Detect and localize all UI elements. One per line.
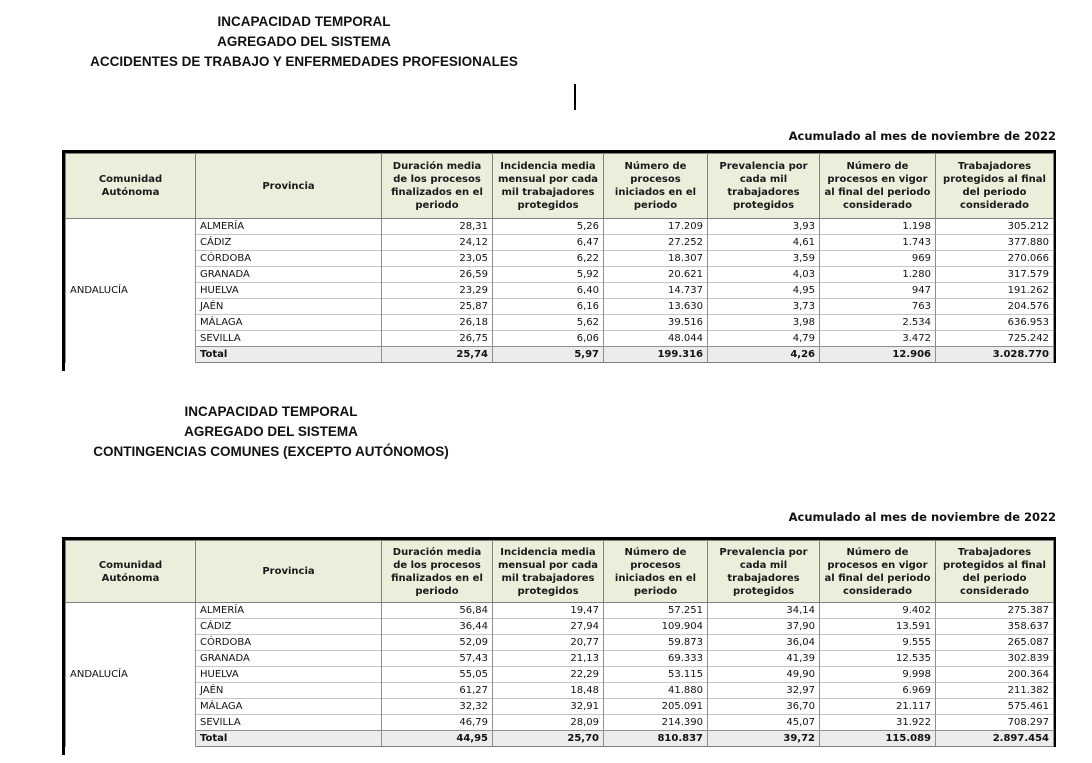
title-line-1: INCAPACIDAD TEMPORAL	[184, 404, 358, 419]
province-cell: MÁLAGA	[196, 699, 382, 715]
value-cell: 3,73	[708, 299, 820, 315]
value-cell: 59.873	[604, 635, 708, 651]
value-cell: 23,29	[382, 283, 493, 299]
table-row	[66, 315, 1054, 331]
value-cell: 275.387	[936, 603, 1054, 619]
province-cell: HUELVA	[196, 283, 382, 299]
table-accidentes-trabajo	[62, 150, 1056, 363]
value-cell: 3,59	[708, 251, 820, 267]
title-line-2: AGREGADO DEL SISTEMA	[184, 424, 358, 439]
value-cell: 19,47	[493, 603, 604, 619]
section-title-contingencias	[30, 402, 512, 462]
value-cell: 2.534	[820, 315, 936, 331]
value-cell: 61,27	[382, 683, 493, 699]
value-cell: 4,61	[708, 235, 820, 251]
table-row	[66, 331, 1054, 347]
value-cell: 32,32	[382, 699, 493, 715]
value-cell: 5,26	[493, 219, 604, 235]
total-label-cell: Total	[196, 731, 382, 747]
table-row	[66, 635, 1054, 651]
value-cell: 377.880	[936, 235, 1054, 251]
value-cell: 31.922	[820, 715, 936, 731]
total-value-cell: 3.028.770	[936, 347, 1054, 363]
value-cell: 204.576	[936, 299, 1054, 315]
value-cell: 969	[820, 251, 936, 267]
column-header-4: Número de procesos iniciados en el periodo	[604, 541, 708, 603]
total-value-cell: 39,72	[708, 731, 820, 747]
column-header-6: Número de procesos en vigor al final del periodo considerado	[820, 541, 936, 603]
value-cell: 211.382	[936, 683, 1054, 699]
value-cell: 18,48	[493, 683, 604, 699]
value-cell: 57,43	[382, 651, 493, 667]
column-header-7: Trabajadores protegidos al final del periodo considerado	[936, 541, 1054, 603]
accumulated-label: Acumulado al mes de noviembre de 2022	[788, 510, 1056, 524]
province-cell: JAÉN	[196, 683, 382, 699]
province-cell: ALMERÍA	[196, 603, 382, 619]
value-cell: 6,47	[493, 235, 604, 251]
value-cell: 28,09	[493, 715, 604, 731]
value-cell: 25,87	[382, 299, 493, 315]
value-cell: 53.115	[604, 667, 708, 683]
value-cell: 32,91	[493, 699, 604, 715]
total-value-cell: 25,74	[382, 347, 493, 363]
province-cell: SEVILLA	[196, 331, 382, 347]
value-cell: 1.280	[820, 267, 936, 283]
title-line-3: CONTINGENCIAS COMUNES (EXCEPTO AUTÓNOMOS)	[93, 444, 449, 459]
value-cell: 26,75	[382, 331, 493, 347]
province-cell: CÓRDOBA	[196, 635, 382, 651]
header-row	[66, 541, 1054, 603]
province-cell: CÁDIZ	[196, 235, 382, 251]
province-cell: SEVILLA	[196, 715, 382, 731]
value-cell: 6,22	[493, 251, 604, 267]
region-cell: ANDALUCÍA	[66, 603, 196, 747]
value-cell: 9.555	[820, 635, 936, 651]
value-cell: 5,92	[493, 267, 604, 283]
total-row	[66, 347, 1054, 363]
value-cell: 12.535	[820, 651, 936, 667]
value-cell: 36,70	[708, 699, 820, 715]
table-row	[66, 667, 1054, 683]
value-cell: 57.251	[604, 603, 708, 619]
total-value-cell: 44,95	[382, 731, 493, 747]
value-cell: 4,03	[708, 267, 820, 283]
province-cell: HUELVA	[196, 667, 382, 683]
value-cell: 26,18	[382, 315, 493, 331]
value-cell: 205.091	[604, 699, 708, 715]
value-cell: 20.621	[604, 267, 708, 283]
table-row	[66, 299, 1054, 315]
value-cell: 32,97	[708, 683, 820, 699]
value-cell: 23,05	[382, 251, 493, 267]
value-cell: 575.461	[936, 699, 1054, 715]
value-cell: 14.737	[604, 283, 708, 299]
value-cell: 4,79	[708, 331, 820, 347]
text-cursor-artifact	[574, 84, 576, 110]
value-cell: 270.066	[936, 251, 1054, 267]
value-cell: 52,09	[382, 635, 493, 651]
value-cell: 6,06	[493, 331, 604, 347]
province-cell: GRANADA	[196, 267, 382, 283]
value-cell: 947	[820, 283, 936, 299]
table-row	[66, 683, 1054, 699]
value-cell: 6,16	[493, 299, 604, 315]
total-value-cell: 2.897.454	[936, 731, 1054, 747]
column-header-3: Incidencia media mensual por cada mil trabajadores protegidos	[493, 541, 604, 603]
value-cell: 24,12	[382, 235, 493, 251]
table-row	[66, 651, 1054, 667]
value-cell: 48.044	[604, 331, 708, 347]
value-cell: 708.297	[936, 715, 1054, 731]
value-cell: 636.953	[936, 315, 1054, 331]
province-cell: ALMERÍA	[196, 219, 382, 235]
value-cell: 20,77	[493, 635, 604, 651]
table-row	[66, 251, 1054, 267]
column-header-2: Duración media de los procesos finalizados en el periodo	[382, 154, 493, 219]
table-row	[66, 715, 1054, 731]
total-value-cell: 115.089	[820, 731, 936, 747]
total-value-cell: 810.837	[604, 731, 708, 747]
value-cell: 36,04	[708, 635, 820, 651]
value-cell: 46,79	[382, 715, 493, 731]
table-row	[66, 699, 1054, 715]
column-header-4: Número de procesos iniciados en el periodo	[604, 154, 708, 219]
value-cell: 6,40	[493, 283, 604, 299]
value-cell: 55,05	[382, 667, 493, 683]
total-value-cell: 199.316	[604, 347, 708, 363]
total-label-cell: Total	[196, 347, 382, 363]
table-border-tail	[62, 747, 65, 755]
value-cell: 9.998	[820, 667, 936, 683]
value-cell: 3,93	[708, 219, 820, 235]
column-header-3: Incidencia media mensual por cada mil trabajadores protegidos	[493, 154, 604, 219]
total-value-cell: 12.906	[820, 347, 936, 363]
column-header-5: Prevalencia por cada mil trabajadores protegidos	[708, 154, 820, 219]
value-cell: 763	[820, 299, 936, 315]
value-cell: 27.252	[604, 235, 708, 251]
value-cell: 45,07	[708, 715, 820, 731]
value-cell: 1.198	[820, 219, 936, 235]
value-cell: 28,31	[382, 219, 493, 235]
data-table	[65, 540, 1054, 747]
value-cell: 725.242	[936, 331, 1054, 347]
region-cell: ANDALUCÍA	[66, 219, 196, 363]
value-cell: 36,44	[382, 619, 493, 635]
value-cell: 4,95	[708, 283, 820, 299]
value-cell: 27,94	[493, 619, 604, 635]
value-cell: 17.209	[604, 219, 708, 235]
column-header-0: Comunidad Autónoma	[66, 541, 196, 603]
value-cell: 26,59	[382, 267, 493, 283]
table-row	[66, 219, 1054, 235]
value-cell: 265.087	[936, 635, 1054, 651]
table-border-tail	[62, 363, 65, 371]
value-cell: 49,90	[708, 667, 820, 683]
total-value-cell: 5,97	[493, 347, 604, 363]
title-line-2: AGREGADO DEL SISTEMA	[217, 34, 391, 49]
province-cell: GRANADA	[196, 651, 382, 667]
column-header-1: Provincia	[196, 154, 382, 219]
value-cell: 3.472	[820, 331, 936, 347]
table-contingencias-comunes	[62, 537, 1056, 747]
table-row	[66, 619, 1054, 635]
value-cell: 39.516	[604, 315, 708, 331]
value-cell: 69.333	[604, 651, 708, 667]
value-cell: 34,14	[708, 603, 820, 619]
value-cell: 214.390	[604, 715, 708, 731]
value-cell: 305.212	[936, 219, 1054, 235]
table-row	[66, 603, 1054, 619]
value-cell: 21.117	[820, 699, 936, 715]
province-cell: MÁLAGA	[196, 315, 382, 331]
value-cell: 21,13	[493, 651, 604, 667]
value-cell: 191.262	[936, 283, 1054, 299]
table-row	[66, 267, 1054, 283]
value-cell: 18.307	[604, 251, 708, 267]
value-cell: 13.630	[604, 299, 708, 315]
value-cell: 41.880	[604, 683, 708, 699]
header-row	[66, 154, 1054, 219]
value-cell: 9.402	[820, 603, 936, 619]
title-line-3: ACCIDENTES DE TRABAJO Y ENFERMEDADES PROFESIONALES	[90, 54, 518, 69]
section-title-accidentes	[58, 12, 550, 72]
value-cell: 37,90	[708, 619, 820, 635]
column-header-1: Provincia	[196, 541, 382, 603]
table-row	[66, 235, 1054, 251]
value-cell: 22,29	[493, 667, 604, 683]
value-cell: 317.579	[936, 267, 1054, 283]
value-cell: 1.743	[820, 235, 936, 251]
value-cell: 56,84	[382, 603, 493, 619]
value-cell: 302.839	[936, 651, 1054, 667]
province-cell: CÓRDOBA	[196, 251, 382, 267]
column-header-0: Comunidad Autónoma	[66, 154, 196, 219]
province-cell: CÁDIZ	[196, 619, 382, 635]
column-header-6: Número de procesos en vigor al final del periodo considerado	[820, 154, 936, 219]
value-cell: 13.591	[820, 619, 936, 635]
value-cell: 5,62	[493, 315, 604, 331]
value-cell: 6.969	[820, 683, 936, 699]
column-header-2: Duración media de los procesos finalizados en el periodo	[382, 541, 493, 603]
column-header-5: Prevalencia por cada mil trabajadores protegidos	[708, 541, 820, 603]
value-cell: 109.904	[604, 619, 708, 635]
value-cell: 200.364	[936, 667, 1054, 683]
data-table	[65, 153, 1054, 363]
accumulated-label: Acumulado al mes de noviembre de 2022	[788, 129, 1056, 143]
title-line-1: INCAPACIDAD TEMPORAL	[217, 14, 391, 29]
value-cell: 41,39	[708, 651, 820, 667]
column-header-7: Trabajadores protegidos al final del periodo considerado	[936, 154, 1054, 219]
total-value-cell: 4,26	[708, 347, 820, 363]
total-row	[66, 731, 1054, 747]
value-cell: 3,98	[708, 315, 820, 331]
value-cell: 358.637	[936, 619, 1054, 635]
table-row	[66, 283, 1054, 299]
total-value-cell: 25,70	[493, 731, 604, 747]
province-cell: JAÉN	[196, 299, 382, 315]
